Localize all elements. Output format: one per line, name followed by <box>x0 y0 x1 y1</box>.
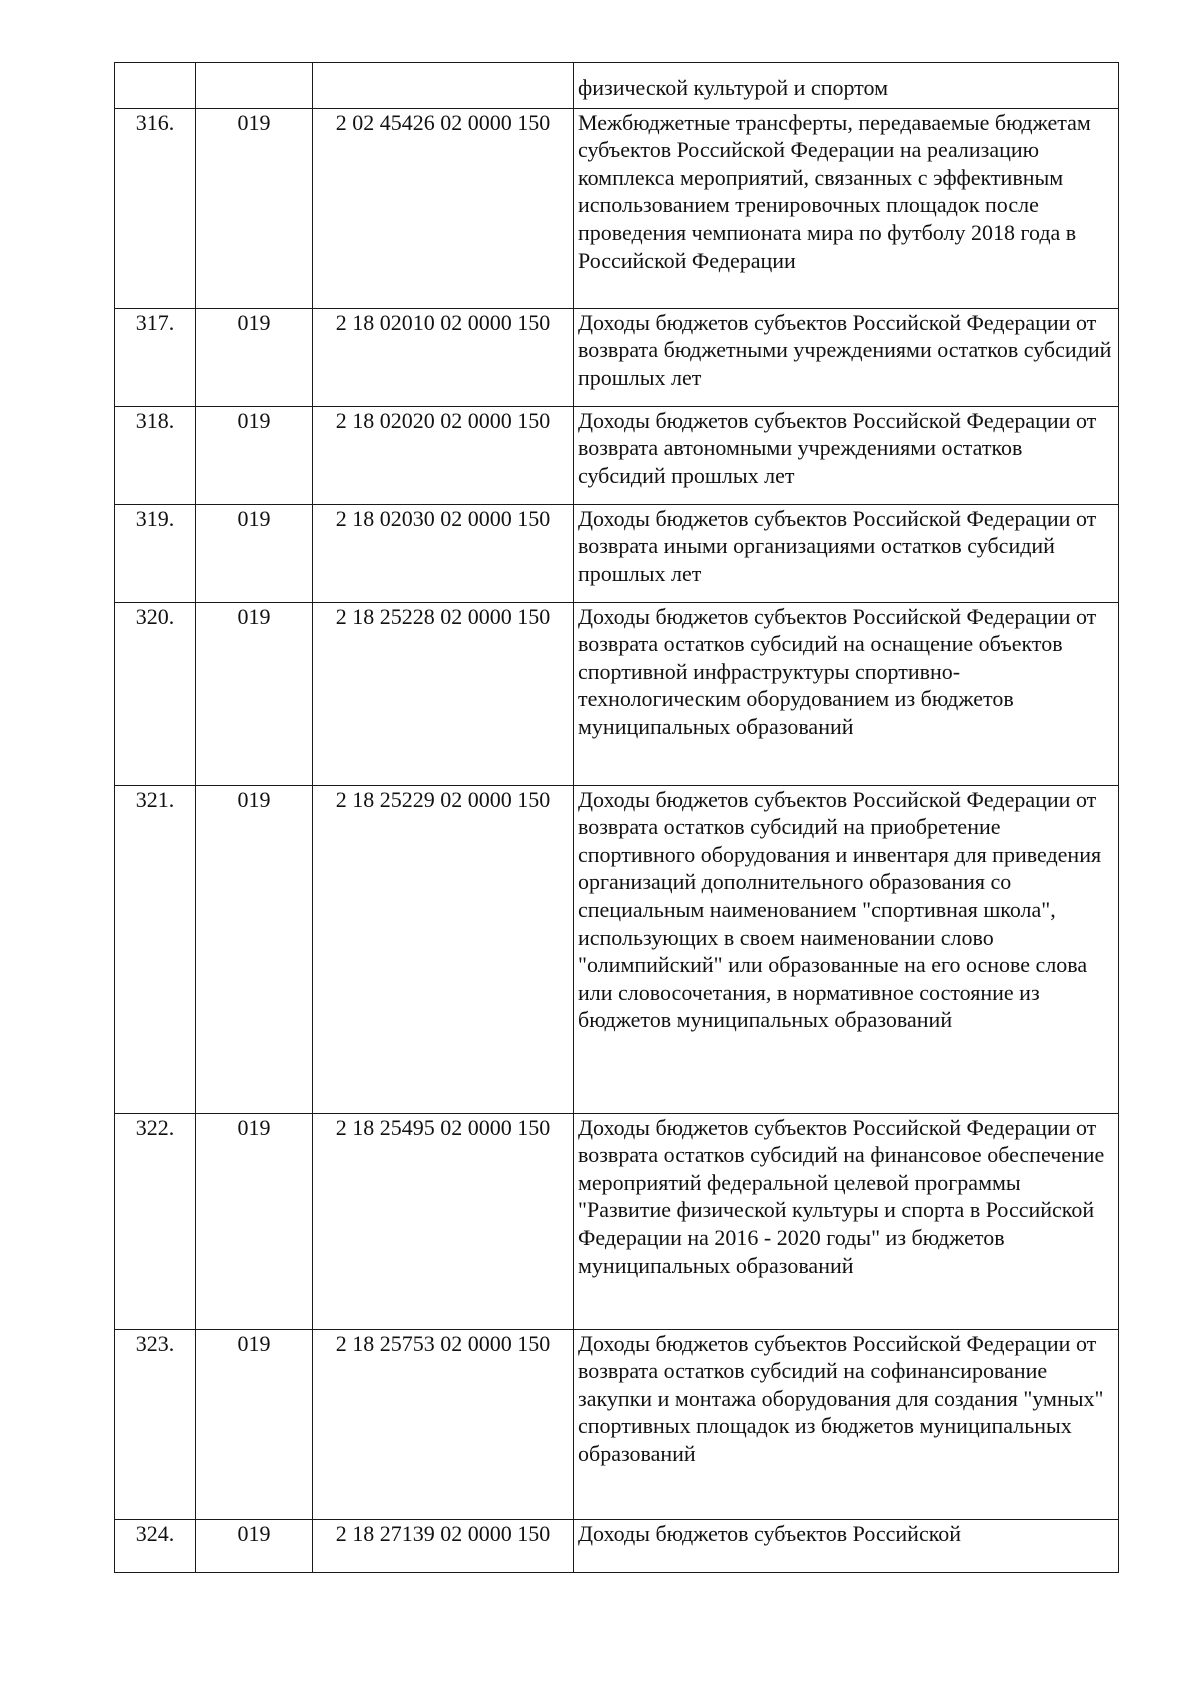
cell-number: 318. <box>115 406 196 504</box>
cell-budget-code: 2 18 25495 02 0000 150 <box>313 1113 574 1329</box>
cell-name: Доходы бюджетов субъектов Российской Федерации от возврата остатков субсидий на финансовое обеспечение мероприятий федеральной целевой программы "Развитие физической культуры и спорта в Российской Федерации на 2016 - 2020 годы" из бюджетов муниципальных образований <box>574 1113 1119 1329</box>
table-row <box>115 406 1119 504</box>
table-row <box>115 1113 1119 1329</box>
cell-name: Доходы бюджетов субъектов Российской Федерации от возврата остатков субсидий на оснащение объектов спортивной инфраструктуры спортивно-технологическим оборудованием из бюджетов муниципальных образований <box>574 602 1119 785</box>
table-row <box>115 504 1119 602</box>
cell-budget-code: 2 18 02030 02 0000 150 <box>313 504 574 602</box>
cell-budget-code: 2 18 27139 02 0000 150 <box>313 1519 574 1572</box>
table-row <box>115 785 1119 1113</box>
cell-budget-code: 2 18 02010 02 0000 150 <box>313 308 574 406</box>
cell-number: 316. <box>115 108 196 308</box>
cell-name: Доходы бюджетов субъектов Российской Федерации от возврата бюджетными учреждениями остатков субсидий прошлых лет <box>574 308 1119 406</box>
cell-admin-code: 019 <box>196 504 313 602</box>
cell-budget-code: 2 02 45426 02 0000 150 <box>313 108 574 308</box>
cell-budget-code: 2 18 25228 02 0000 150 <box>313 602 574 785</box>
cell-number: 319. <box>115 504 196 602</box>
cell-name: Доходы бюджетов субъектов Российской Федерации от возврата иными организациями остатков субсидий прошлых лет <box>574 504 1119 602</box>
cell-budget-code: 2 18 02020 02 0000 150 <box>313 406 574 504</box>
cell-number: 324. <box>115 1519 196 1572</box>
budget-code-table <box>114 62 1119 1573</box>
table-row <box>115 1329 1119 1519</box>
cell-number: 320. <box>115 602 196 785</box>
cell-admin-code: 019 <box>196 602 313 785</box>
cell-admin-code: 019 <box>196 108 313 308</box>
cell-name: Доходы бюджетов субъектов Российской Федерации от возврата автономными учреждениями остатков субсидий прошлых лет <box>574 406 1119 504</box>
cell-name: Доходы бюджетов субъектов Российской <box>574 1519 1119 1572</box>
cell-admin-empty <box>196 63 313 109</box>
cell-name: Межбюджетные трансферты, передаваемые бюджетам субъектов Российской Федерации на реализацию комплекса мероприятий, связанных с эффективным использованием тренировочных площадок после проведения чемпионата мира по футболу 2018 года в Российской Федерации <box>574 108 1119 308</box>
cell-admin-code: 019 <box>196 1329 313 1519</box>
cell-code-empty <box>313 63 574 109</box>
cell-number: 323. <box>115 1329 196 1519</box>
cell-number: 321. <box>115 785 196 1113</box>
table-row <box>115 308 1119 406</box>
cell-number: 322. <box>115 1113 196 1329</box>
cell-admin-code: 019 <box>196 1519 313 1572</box>
cell-name: Доходы бюджетов субъектов Российской Федерации от возврата остатков субсидий на приобретение спортивного оборудования и инвентаря для приведения организаций дополнительного образования со специальным наименованием "спортивная школа", использующих в своем наименовании слово "олимпийский" или образованные на его основе слова или словосочетания, в нормативное состояние из бюджетов муниципальных образований <box>574 785 1119 1113</box>
cell-admin-code: 019 <box>196 308 313 406</box>
table-row-continuation <box>115 63 1119 109</box>
table-row <box>115 602 1119 785</box>
table-row <box>115 108 1119 308</box>
cell-name: Доходы бюджетов субъектов Российской Федерации от возврата остатков субсидий на софинансирование закупки и монтажа оборудования для создания "умных" спортивных площадок из бюджетов муниципальных образований <box>574 1329 1119 1519</box>
table-row <box>115 1519 1119 1572</box>
cell-number-empty <box>115 63 196 109</box>
cell-number: 317. <box>115 308 196 406</box>
cell-budget-code: 2 18 25753 02 0000 150 <box>313 1329 574 1519</box>
cell-budget-code: 2 18 25229 02 0000 150 <box>313 785 574 1113</box>
cell-admin-code: 019 <box>196 1113 313 1329</box>
cell-admin-code: 019 <box>196 785 313 1113</box>
cell-admin-code: 019 <box>196 406 313 504</box>
cell-name: физической культурой и спортом <box>574 63 1119 109</box>
